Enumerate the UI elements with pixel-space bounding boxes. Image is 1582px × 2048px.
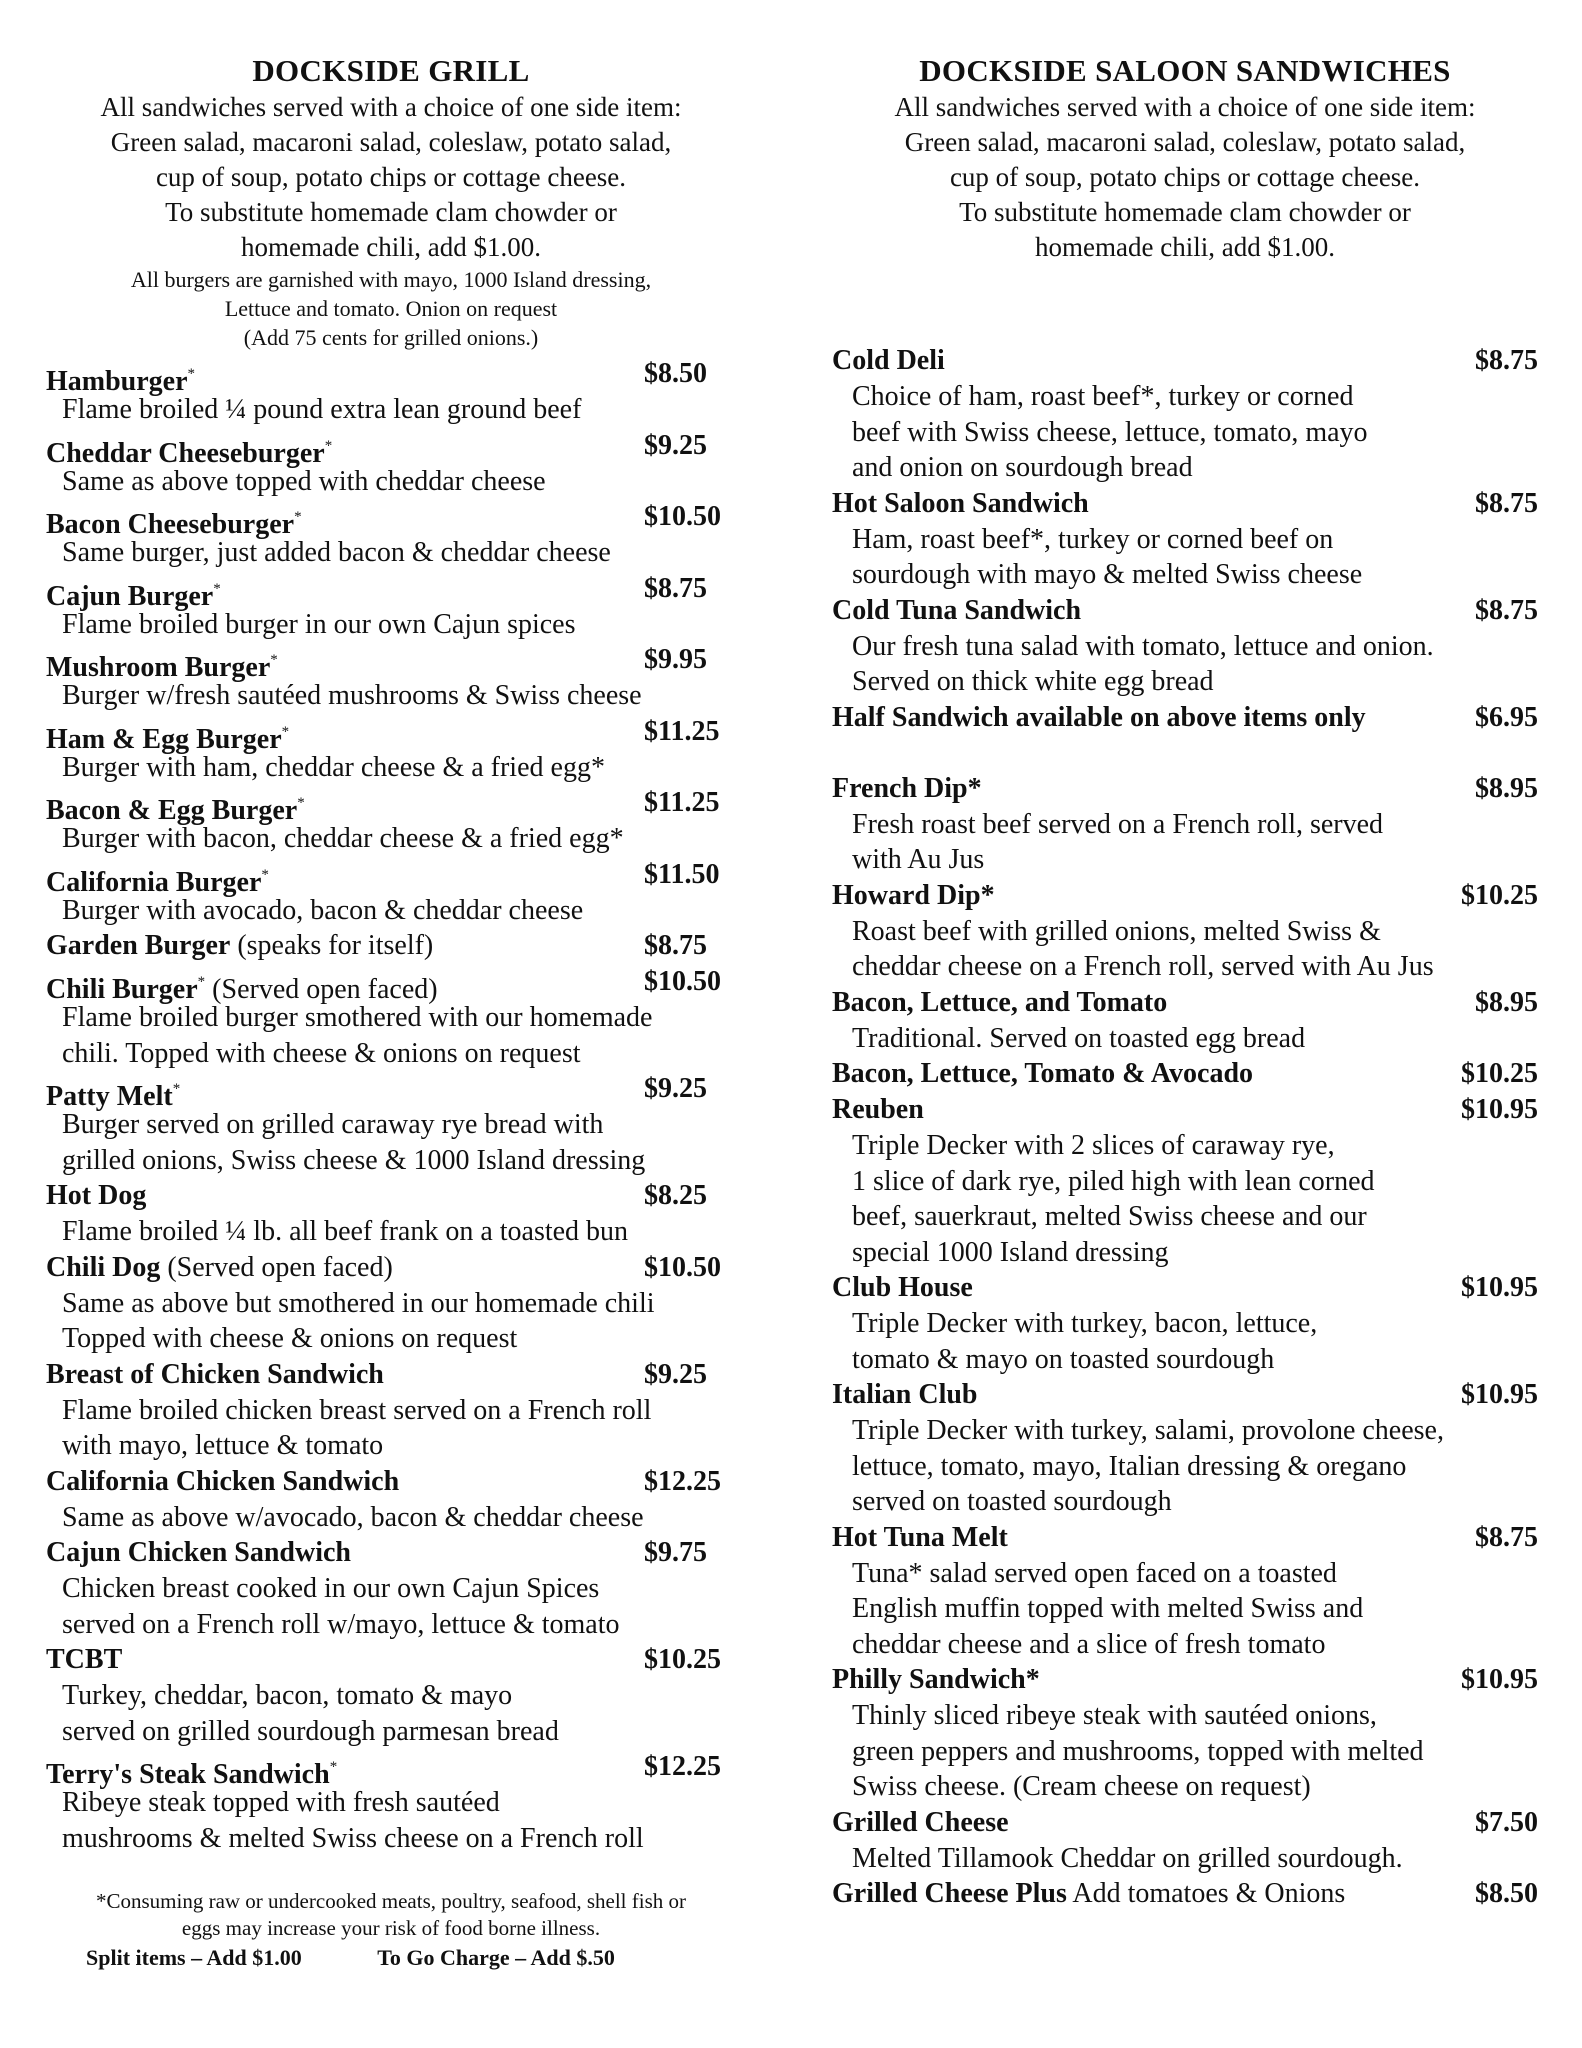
menu-item-name: Garden Burger	[46, 930, 231, 961]
menu-item-name: Cajun Burger	[46, 580, 214, 612]
menu-item-note: (Served open faced)	[212, 974, 438, 1005]
menu-item-price: $8.25	[644, 1180, 707, 1211]
menu-item	[46, 1642, 736, 1678]
menu-item-price: $9.25	[644, 429, 707, 461]
menu-item-name: Bacon, Lettuce, and Tomato	[832, 986, 1168, 1018]
menu-item-description: Traditional. Served on toasted egg bread	[852, 1022, 1306, 1054]
grill-intro-line: To substitute homemade clam chowder or	[165, 197, 617, 227]
menu-item	[832, 1805, 1538, 1841]
menu-item-price: $9.25	[644, 1358, 707, 1390]
menu-item-note: Add tomatoes & Onions	[1072, 1878, 1346, 1909]
saloon-intro	[832, 90, 1538, 265]
menu-item-name: Cold Tuna Sandwich	[832, 594, 1082, 626]
menu-item-name: Grilled Cheese Plus	[832, 1878, 1067, 1909]
grill-title: DOCKSIDE GRILL	[252, 53, 530, 88]
menu-item-price: $10.95	[1461, 1094, 1538, 1125]
menu-item-price: $9.95	[644, 644, 707, 675]
saloon-intro-line: Green salad, macaroni salad, coleslaw, potato salad,	[904, 127, 1466, 157]
grill-intro-line: Green salad, macaroni salad, coleslaw, potato salad,	[110, 127, 672, 157]
menu-item-name: Ham & Egg Burger	[46, 723, 282, 755]
menu-item-description: served on grilled sourdough parmesan bread	[62, 1715, 559, 1747]
saloon-intro-line: To substitute homemade clam chowder or	[959, 197, 1411, 227]
menu-item-name: Reuben	[832, 1094, 924, 1125]
menu-item-description: Topped with cheese & onions on request	[62, 1323, 518, 1354]
menu-item	[46, 1535, 736, 1571]
menu-item-description: Burger with bacon, cheddar cheese & a fried egg*	[62, 823, 624, 854]
menu-item-description: Choice of ham, roast beef*, turkey or corned	[852, 381, 1354, 412]
menu-item-description: chili. Topped with cheese & onions on request	[62, 1037, 581, 1069]
asterisk-mark: *	[172, 1081, 181, 1097]
menu-item-price: $8.75	[1475, 487, 1538, 519]
menu-item	[46, 1250, 736, 1286]
asterisk-mark: *	[294, 509, 302, 525]
menu-item-price: $11.25	[644, 715, 720, 747]
menu-item-name: Hot Saloon Sandwich	[832, 487, 1089, 519]
menu-item	[46, 1357, 736, 1393]
menu-item	[832, 878, 1538, 914]
grill-footer	[46, 1888, 736, 1974]
asterisk-mark: *	[270, 652, 278, 668]
menu-item-description: Ribeye steak topped with fresh sautéed	[62, 1787, 500, 1818]
menu-item-description: Same as above w/avocado, bacon & cheddar cheese	[62, 1501, 644, 1533]
menu-item-description: Roast beef with grilled onions, melted Swiss &	[852, 915, 1381, 947]
menu-item-name: Howard Dip*	[832, 879, 995, 911]
menu-item-price: $8.75	[644, 930, 707, 961]
menu-item-description: Chicken breast cooked in our own Cajun Spices	[62, 1573, 600, 1604]
menu-item-description: Same as above but smothered in our homemade chili	[62, 1287, 655, 1319]
menu-item	[832, 771, 1538, 807]
burger-note-line: All burgers are garnished with mayo, 1000 Island dressing,	[130, 267, 652, 292]
extra-charges	[46, 1942, 736, 1974]
menu-item	[46, 642, 736, 683]
menu-item-price: $6.95	[1475, 701, 1538, 733]
split-charge: Split items – Add $1.00	[86, 1945, 302, 1970]
menu-item-description: with mayo, lettuce & tomato	[62, 1430, 384, 1461]
grill-intro	[46, 90, 736, 265]
menu-item-description: Swiss cheese. (Cream cheese on request)	[852, 1771, 1311, 1802]
menu-item	[46, 1749, 736, 1790]
menu-item-name: Breast of Chicken Sandwich	[46, 1358, 384, 1390]
menu-item-description: Our fresh tuna salad with tomato, lettuce and onion.	[852, 630, 1434, 662]
menu-item-description: Triple Decker with turkey, bacon, lettuce,	[852, 1308, 1318, 1339]
menu-item-description: Flame broiled ¼ lb. all beef frank on a toasted bun	[62, 1216, 629, 1247]
menu-item-price: $11.50	[644, 858, 720, 890]
menu-item-description: beef with Swiss cheese, lettuce, tomato, mayo	[852, 416, 1368, 448]
menu-item-name: Cajun Chicken Sandwich	[46, 1537, 351, 1568]
asterisk-mark: *	[187, 366, 196, 382]
menu-item-description: served on toasted sourdough	[852, 1486, 1172, 1517]
menu-item	[46, 1071, 736, 1112]
menu-item-price: $12.25	[644, 1751, 721, 1782]
menu-item-description: cheddar cheese on a French roll, served with Au Jus	[852, 951, 1434, 982]
menu-item-description: Flame broiled burger in our own Cajun spices	[62, 608, 576, 640]
menu-item-name: Terry's Steak Sandwich	[46, 1759, 330, 1790]
asterisk-mark: *	[281, 723, 290, 740]
menu-item-description: grilled onions, Swiss cheese & 1000 Island dressing	[62, 1144, 646, 1176]
disclaimer-line: *Consuming raw or undercooked meats, poultry, seafood, shell fish or	[95, 1889, 687, 1913]
grill-column	[46, 52, 736, 1856]
menu-item-name: Chili Dog	[46, 1251, 161, 1283]
menu-item	[832, 1092, 1538, 1128]
saloon-intro-line: homemade chili, add $1.00.	[1035, 232, 1335, 262]
menu-item-name: Hamburger	[46, 366, 188, 397]
menu-item-price: $8.95	[1475, 772, 1538, 804]
menu-item-price: $10.25	[644, 1644, 721, 1675]
menu-item-description: with Au Jus	[852, 844, 985, 875]
menu-item-price: $8.75	[1475, 1521, 1538, 1553]
menu-item-description: 1 slice of dark rye, piled high with lean corned	[852, 1165, 1375, 1197]
menu-item-price: $11.25	[644, 787, 720, 818]
menu-item	[46, 499, 736, 540]
menu-item-price: $10.25	[1461, 1058, 1538, 1089]
menu-item-name: Mushroom Burger	[46, 652, 271, 683]
saloon-title: DOCKSIDE SALOON SANDWICHES	[919, 53, 1451, 88]
menu-item-description: Fresh roast beef served on a French roll, served	[852, 808, 1384, 840]
menu-item-description: and onion on sourdough bread	[852, 452, 1193, 483]
menu-item-price: $8.50	[1475, 1878, 1538, 1909]
menu-item	[832, 593, 1538, 629]
saloon-intro-line: cup of soup, potato chips or cottage cheese.	[949, 162, 1421, 192]
menu-item-description: Flame broiled chicken breast served on a French roll	[62, 1394, 652, 1426]
menu-item	[46, 857, 736, 898]
menu-item-description: lettuce, tomato, mayo, Italian dressing & oregano	[852, 1450, 1407, 1482]
menu-item-name: Half Sandwich available on above items only	[832, 701, 1366, 733]
menu-item-description: Flame broiled ¼ pound extra lean ground beef	[62, 394, 582, 425]
menu-item	[46, 785, 736, 826]
grill-intro-line: homemade chili, add $1.00.	[241, 232, 541, 262]
menu-item-name: California Burger	[46, 866, 262, 898]
food-safety-disclaimer	[46, 1888, 736, 1942]
menu-item-price: $9.25	[644, 1073, 707, 1104]
menu-item-name: TCBT	[46, 1644, 123, 1675]
menu-item	[832, 1876, 1538, 1912]
menu-item	[832, 486, 1538, 522]
menu-item-description: Triple Decker with 2 slices of caraway rye,	[852, 1130, 1335, 1161]
menu-item-description: mushrooms & melted Swiss cheese on a French roll	[62, 1822, 644, 1854]
menu-item-description: Ham, roast beef*, turkey or corned beef on	[852, 523, 1334, 555]
menu-item-price: $9.75	[644, 1537, 707, 1568]
menu-item-description: Melted Tillamook Cheddar on grilled sourdough.	[852, 1842, 1403, 1874]
menu-item	[832, 1377, 1538, 1413]
menu-item-price: $8.50	[644, 358, 707, 389]
saloon-intro-line: All sandwiches served with a choice of one side item:	[894, 92, 1476, 122]
menu-item-description: Burger served on grilled caraway rye bread with	[62, 1109, 604, 1140]
menu-item-description: Flame broiled burger smothered with our homemade	[62, 1002, 653, 1033]
grill-menu-list	[46, 356, 736, 1856]
menu-item-name: Italian Club	[832, 1379, 978, 1410]
menu-item-price: $8.95	[1475, 986, 1538, 1018]
menu-item-description: served on a French roll w/mayo, lettuce & tomato	[62, 1608, 620, 1640]
menu-item-description: Served on thick white egg bread	[852, 666, 1214, 697]
menu-item	[832, 343, 1538, 379]
menu-item-name: Grilled Cheese	[832, 1806, 1009, 1838]
section-spacer	[832, 736, 1538, 771]
menu-item-description: beef, sauerkraut, melted Swiss cheese and our	[852, 1201, 1367, 1232]
menu-item	[832, 1270, 1538, 1306]
menu-item-name: Bacon & Egg Burger	[46, 795, 298, 826]
asterisk-mark: *	[213, 580, 221, 597]
menu-item	[832, 1520, 1538, 1556]
menu-item-note: (speaks for itself)	[237, 930, 434, 961]
menu-item-price: $8.75	[1475, 345, 1538, 376]
burger-garnish-note	[46, 265, 736, 352]
menu-item-name: Chili Burger	[46, 974, 198, 1005]
menu-item-description: Triple Decker with turkey, salami, provolone cheese,	[852, 1415, 1444, 1446]
menu-item	[46, 928, 736, 964]
menu-item-price: $10.25	[1461, 879, 1538, 911]
menu-item	[832, 985, 1538, 1021]
saloon-column	[832, 52, 1538, 1912]
asterisk-mark: *	[197, 974, 206, 990]
menu-item-description: special 1000 Island dressing	[852, 1236, 1169, 1268]
menu-item-description: Tuna* salad served open faced on a toasted	[852, 1557, 1337, 1589]
menu-item-name: Philly Sandwich*	[832, 1664, 1040, 1695]
menu-item-price: $8.75	[1475, 594, 1538, 626]
menu-item-name: Club House	[832, 1272, 973, 1303]
menu-item-description: Burger with ham, cheddar cheese & a fried egg*	[62, 751, 605, 783]
menu-item-name: Bacon, Lettuce, Tomato & Avocado	[832, 1058, 1254, 1089]
menu-item-description: English muffin topped with melted Swiss and	[852, 1593, 1364, 1624]
asterisk-mark: *	[324, 437, 333, 454]
menu-item-name: Hot Dog	[46, 1180, 147, 1211]
burger-note-line: Lettuce and tomato. Onion on request	[224, 296, 558, 321]
burger-note-line: (Add 75 cents for grilled onions.)	[243, 325, 539, 350]
menu-item-description: cheddar cheese and a slice of fresh tomato	[852, 1628, 1326, 1660]
menu-item-name: California Chicken Sandwich	[46, 1465, 400, 1497]
saloon-menu-list	[832, 343, 1538, 1912]
menu-item-name: Cheddar Cheeseburger	[46, 437, 325, 469]
menu-item	[46, 571, 736, 612]
disclaimer-line: eggs may increase your risk of food borne illness.	[181, 1916, 601, 1940]
menu-item-price: $12.25	[644, 1465, 721, 1497]
menu-item-price: $10.95	[1461, 1379, 1538, 1410]
menu-item-description: Burger w/fresh sautéed mushrooms & Swiss cheese	[62, 680, 642, 711]
menu-item-name: French Dip*	[832, 772, 982, 804]
menu-item	[832, 1056, 1538, 1092]
menu-item-description: Turkey, cheddar, bacon, tomato & mayo	[62, 1680, 513, 1711]
menu-item-description: Same as above topped with cheddar cheese	[62, 465, 546, 497]
menu-item	[46, 1178, 736, 1214]
menu-item-description: tomato & mayo on toasted sourdough	[852, 1343, 1275, 1375]
menu-item	[46, 964, 736, 1005]
menu-item-name: Bacon Cheeseburger	[46, 509, 295, 540]
menu-item-description: Burger with avocado, bacon & cheddar cheese	[62, 894, 584, 926]
menu-item-description: Thinly sliced ribeye steak with sautéed onions,	[852, 1700, 1377, 1731]
menu-item	[46, 428, 736, 469]
menu-item-price: $10.50	[644, 501, 721, 532]
menu-item-price: $10.95	[1461, 1272, 1538, 1303]
menu-item-name: Patty Melt	[46, 1081, 173, 1112]
menu-item	[46, 1464, 736, 1500]
menu-item-note: (Served open faced)	[167, 1251, 393, 1283]
menu-item-description: green peppers and mushrooms, topped with melted	[852, 1735, 1424, 1767]
menu-item-price: $10.95	[1461, 1664, 1538, 1695]
menu-item	[832, 700, 1538, 736]
menu-item-price: $7.50	[1475, 1806, 1538, 1838]
menu-item-name: Cold Deli	[832, 345, 945, 376]
menu-item	[46, 714, 736, 755]
menu-item-description: Same burger, just added bacon & cheddar cheese	[62, 537, 611, 568]
menu-item-price: $10.50	[644, 1251, 721, 1283]
to-go-charge: To Go Charge – Add $.50	[377, 1945, 615, 1970]
asterisk-mark: *	[297, 795, 305, 811]
menu-item	[832, 1662, 1538, 1698]
grill-intro-line: cup of soup, potato chips or cottage cheese.	[155, 162, 627, 192]
grill-intro-line: All sandwiches served with a choice of one side item:	[100, 92, 682, 122]
menu-item	[46, 356, 736, 397]
menu-item-price: $10.50	[644, 966, 721, 997]
menu-item-description: sourdough with mayo & melted Swiss cheese	[852, 559, 1363, 590]
asterisk-mark: *	[329, 1759, 338, 1775]
menu-item-price: $8.75	[644, 572, 707, 604]
menu-item-name: Hot Tuna Melt	[832, 1521, 1008, 1553]
asterisk-mark: *	[261, 866, 269, 883]
